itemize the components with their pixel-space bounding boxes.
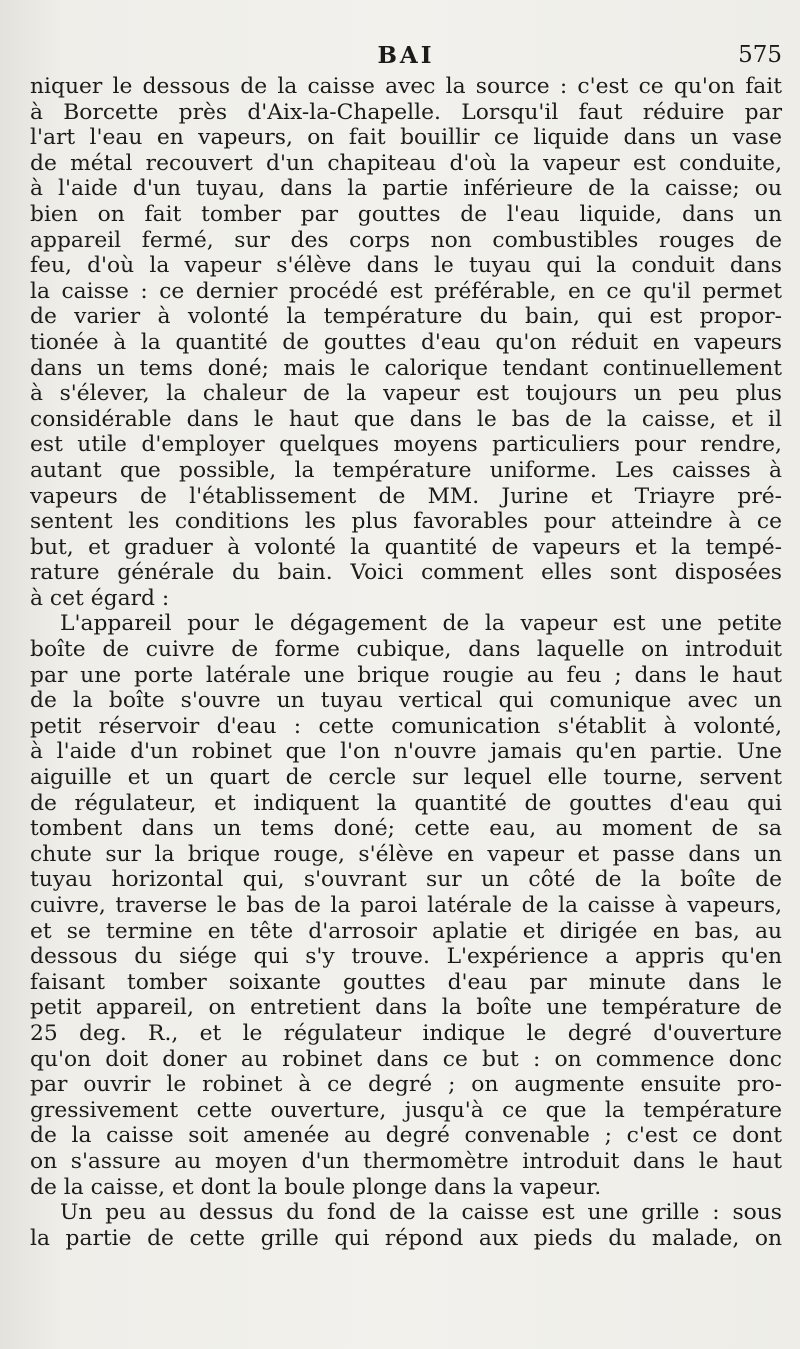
running-head: BAI (377, 42, 435, 69)
text-line: boîte de cuivre de forme cubique, dans laquelle on introduit (30, 637, 782, 663)
text-line: la partie de cette grille qui répond aux pieds du malade, on (30, 1225, 782, 1251)
text-line: à l'aide d'un tuyau, dans la partie inférieure de la caisse; ou (30, 176, 782, 202)
text-line: feu, d'où la vapeur s'élève dans le tuyau qui la conduit dans (30, 253, 782, 279)
text-line: sentent les conditions les plus favorables pour atteindre à ce (30, 509, 782, 535)
text-line: 25 deg. R., et le régulateur indique le degré d'ouverture (30, 1020, 782, 1046)
text-line: petit appareil, on entretient dans la boîte une température de (30, 995, 782, 1021)
text-line: par une porte latérale une brique rougie au feu ; dans le haut (30, 662, 782, 688)
text-line: but, et graduer à volonté la quantité de vapeurs et la tempé- (30, 534, 782, 560)
text-line: l'art l'eau en vapeurs, on fait bouillir ce liquide dans un vase (30, 125, 782, 151)
text-line: considérable dans le haut que dans le bas de la caisse, et il (30, 406, 782, 432)
text-line: à Borcette près d'Aix-la-Chapelle. Lorsqu'il faut réduire par (30, 99, 782, 125)
text-line: de la caisse soit amenée au degré convenable ; c'est ce dont (30, 1123, 782, 1149)
text-line: dessous du siége qui s'y trouve. L'expérience a appris qu'en (30, 944, 782, 970)
text-line: de régulateur, et indiquent la quantité de gouttes d'eau qui (30, 790, 782, 816)
text-line: appareil fermé, sur des corps non combustibles rouges de (30, 227, 782, 253)
text-line: est utile d'employer quelques moyens particuliers pour rendre, (30, 432, 782, 458)
text-line: niquer le dessous de la caisse avec la source : c'est ce qu'on fait (30, 74, 782, 99)
text-line: faisant tomber soixante gouttes d'eau par minute dans le (30, 969, 782, 995)
paragraph-start-line: Un peu au dessus du fond de la caisse est une grille : sous (60, 1200, 782, 1226)
paragraph-start-line: L'appareil pour le dégagement de la vapeur est une petite (60, 611, 782, 637)
text-line: cuivre, traverse le bas de la paroi latérale de la caisse à vapeurs, (30, 893, 782, 918)
text-line: de la boîte s'ouvre un tuyau vertical qui comunique avec un (30, 688, 782, 714)
paragraph-end-line: à cet égard : (30, 585, 170, 611)
text-line: à l'aide d'un robinet que l'on n'ouvre jamais qu'en partie. Une (30, 739, 782, 765)
text-line: de métal recouvert d'un chapiteau d'où la vapeur est conduite, (30, 150, 782, 176)
text-line: à s'élever, la chaleur de la vapeur est toujours un peu plus (30, 381, 782, 407)
text-line: tombent dans un tems doné; cette eau, au moment de sa (30, 816, 782, 842)
text-line: la caisse : ce dernier procédé est préférable, en ce qu'il permet (30, 278, 782, 304)
text-line: gressivement cette ouverture, jusqu'à ce que la température (30, 1097, 782, 1123)
text-line: et se termine en tête d'arrosoir aplatie et dirigée en bas, au (30, 918, 782, 944)
text-line: petit réservoir d'eau : cette comunication s'établit à volonté, (30, 713, 782, 739)
text-line: tionée à la quantité de gouttes d'eau qu'on réduit en vapeurs (30, 329, 782, 355)
text-line: par ouvrir le robinet à ce degré ; on augmente ensuite pro- (30, 1072, 782, 1098)
text-line: de varier à volonté la température du bain, qui est propor- (30, 304, 782, 330)
text-line: rature générale du bain. Voici comment elles sont disposées (30, 560, 782, 586)
page-number: 575 (738, 42, 782, 68)
text-line: bien on fait tomber par gouttes de l'eau liquide, dans un (30, 201, 782, 227)
text-line: aiguille et un quart de cercle sur lequel elle tourne, servent (30, 765, 782, 791)
body-text (30, 74, 782, 1251)
text-line: vapeurs de l'établissement de MM. Jurine et Triayre pré- (30, 483, 782, 509)
text-line: autant que possible, la température uniforme. Les caisses à (30, 457, 782, 483)
paragraph-end-line: de la caisse, et dont la boule plonge dans la vapeur. (30, 1174, 602, 1200)
text-line: chute sur la brique rouge, s'élève en vapeur et passe dans un (30, 841, 782, 867)
text-line: tuyau horizontal qui, s'ouvrant sur un côté de la boîte de (30, 867, 782, 893)
text-line: qu'on doit doner au robinet dans ce but : on commence donc (30, 1046, 782, 1072)
page-header (30, 42, 782, 78)
text-line: dans un tems doné; mais le calorique tendant continuellement (30, 355, 782, 381)
text-line: on s'assure au moyen d'un thermomètre introduit dans le haut (30, 1148, 782, 1174)
